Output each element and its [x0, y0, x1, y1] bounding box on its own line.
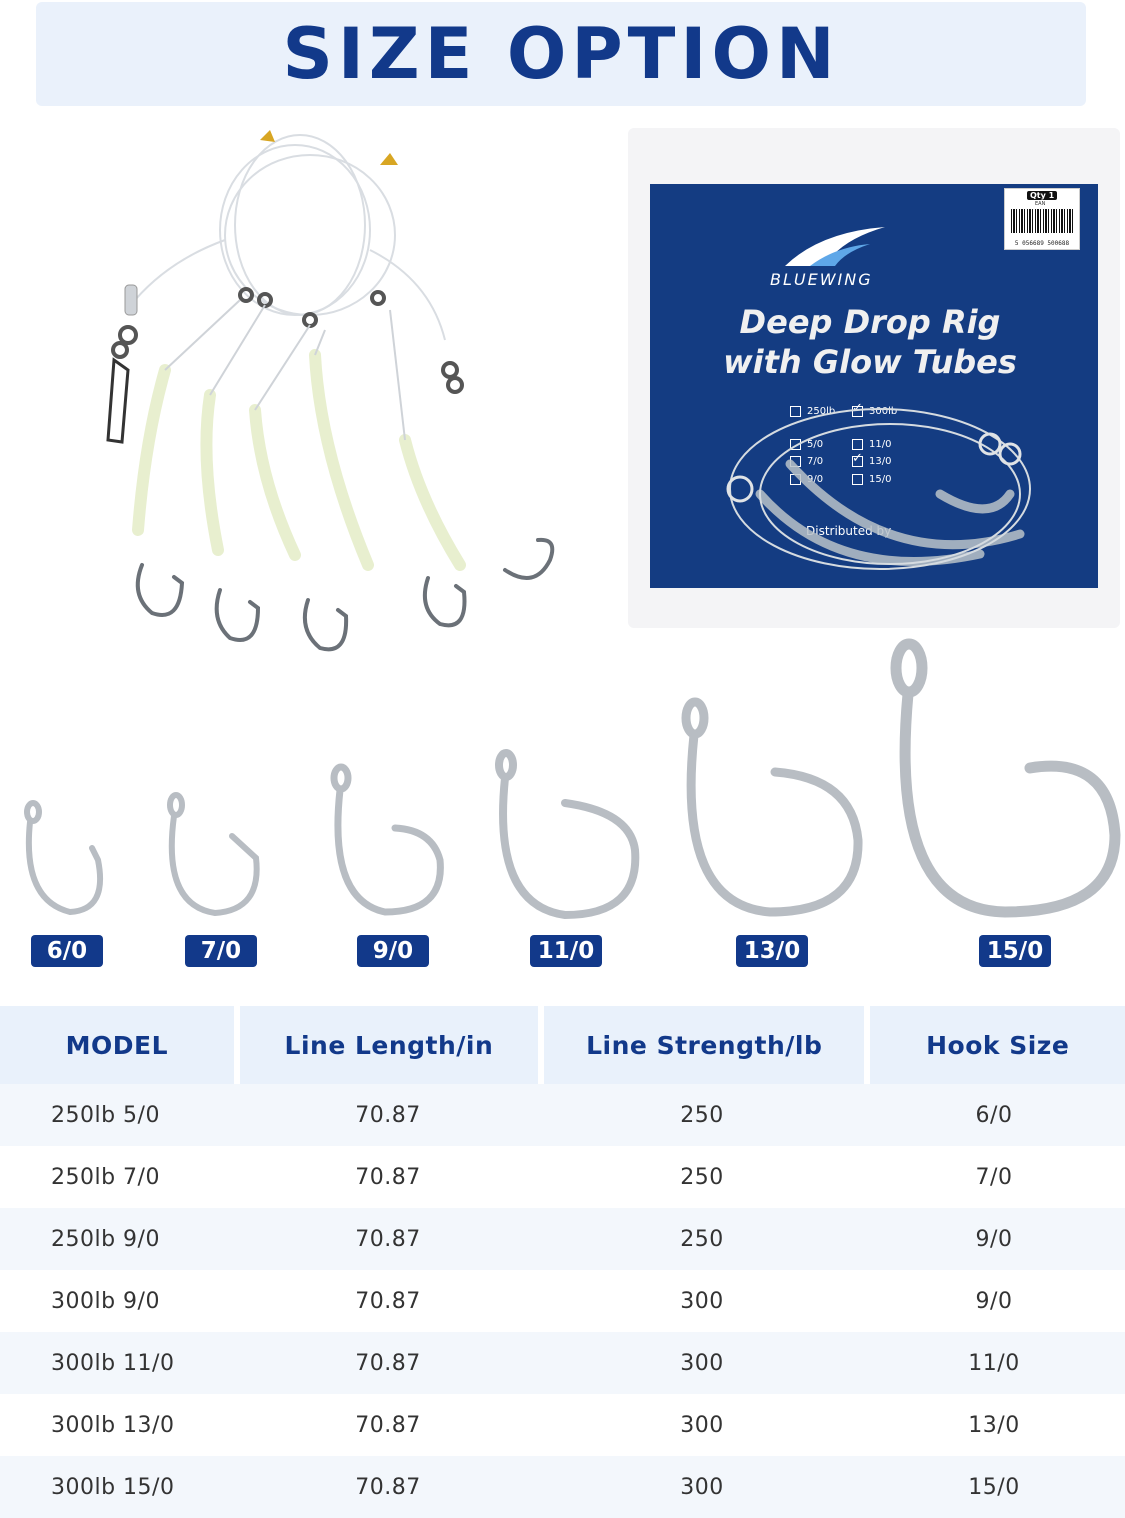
rig-illustration [50, 120, 590, 660]
cell-line-strength: 300 [680, 1350, 724, 1376]
option-9-0: 9/0 [790, 474, 823, 485]
cell-line-length: 70.87 [355, 1164, 421, 1190]
option-13-0: ✓ 13/0 [852, 456, 891, 467]
hook-size-badge: 7/0 [185, 935, 257, 967]
brand-name: BLUEWING [770, 270, 873, 289]
column-header-line-length: Line Length/in [240, 1006, 538, 1084]
cell-model: 300lb 9/0 [51, 1288, 160, 1314]
barcode-icon [1011, 209, 1073, 233]
table-row [0, 1270, 1125, 1332]
table-row [0, 1146, 1125, 1208]
cell-line-strength: 300 [680, 1412, 724, 1438]
title-banner [36, 2, 1086, 106]
table-row [0, 1394, 1125, 1456]
option-250lb: 250lb [790, 406, 835, 417]
cell-line-strength: 250 [680, 1102, 724, 1128]
barcode-label [1004, 188, 1080, 250]
column-header-model: MODEL [0, 1006, 234, 1084]
spec-table [0, 1006, 1125, 1518]
option-11-0: 11/0 [852, 439, 891, 450]
page-title: SIZE OPTION [282, 13, 840, 95]
package-title: Deep Drop Rig with Glow Tubes [723, 303, 1017, 381]
table-row [0, 1084, 1125, 1146]
cell-hook-size: 6/0 [975, 1102, 1013, 1128]
cell-hook-size: 9/0 [975, 1226, 1013, 1252]
hook-15-0-icon [896, 644, 1115, 912]
cell-model: 300lb 11/0 [51, 1350, 175, 1376]
cell-line-strength: 300 [680, 1474, 724, 1500]
hook-size-badge: 15/0 [979, 935, 1051, 967]
table-row [0, 1208, 1125, 1270]
hook-size-badge: 9/0 [357, 935, 429, 967]
hook-size-badge: 11/0 [530, 935, 602, 967]
cell-line-length: 70.87 [355, 1102, 421, 1128]
hook-11-0-icon [499, 753, 635, 915]
cell-line-strength: 250 [680, 1226, 724, 1252]
cell-line-length: 70.87 [355, 1412, 421, 1438]
cell-hook-size: 15/0 [968, 1474, 1020, 1500]
column-header-hook-size: Hook Size [870, 1006, 1125, 1084]
cell-line-strength: 300 [680, 1288, 724, 1314]
table-row [0, 1456, 1125, 1518]
barcode-number: 5 056689 500688 [1014, 240, 1070, 247]
rig-in-package-icon [690, 384, 1090, 584]
hook-9-0-icon [334, 767, 440, 912]
cell-model: 300lb 13/0 [51, 1412, 175, 1438]
product-package [628, 128, 1120, 628]
table-header [0, 1006, 1125, 1084]
column-header-line-strength: Line Strength/lb [544, 1006, 864, 1084]
option-300lb: ✓ 300lb [852, 406, 897, 417]
cell-hook-size: 11/0 [968, 1350, 1020, 1376]
hook-7-0-icon [170, 795, 257, 913]
hook-6-0-icon [27, 803, 100, 912]
qty-label: Qty 1 [1027, 191, 1057, 200]
cell-line-length: 70.87 [355, 1350, 421, 1376]
cell-hook-size: 13/0 [968, 1412, 1020, 1438]
cell-line-length: 70.87 [355, 1288, 421, 1314]
cell-line-length: 70.87 [355, 1474, 421, 1500]
distributed-by: Distributed by [806, 524, 892, 538]
cell-line-length: 70.87 [355, 1226, 421, 1252]
table-row [0, 1332, 1125, 1394]
ean-label: EAN [1035, 201, 1046, 207]
hook-13-0-icon [686, 702, 858, 912]
cell-line-strength: 250 [680, 1164, 724, 1190]
hook-size-badge: 6/0 [31, 935, 103, 967]
package-card [650, 184, 1098, 588]
cell-model: 250lb 9/0 [51, 1226, 160, 1252]
cell-hook-size: 7/0 [975, 1164, 1013, 1190]
option-15-0: 15/0 [852, 474, 891, 485]
cell-model: 250lb 7/0 [51, 1164, 160, 1190]
cell-model: 300lb 15/0 [51, 1474, 175, 1500]
cell-hook-size: 9/0 [975, 1288, 1013, 1314]
option-7-0: 7/0 [790, 456, 823, 467]
cell-model: 250lb 5/0 [51, 1102, 160, 1128]
option-5-0: 5/0 [790, 439, 823, 450]
wing-logo-icon [780, 222, 890, 268]
hook-size-badge: 13/0 [736, 935, 808, 967]
hook-size-illustration [0, 630, 1125, 930]
